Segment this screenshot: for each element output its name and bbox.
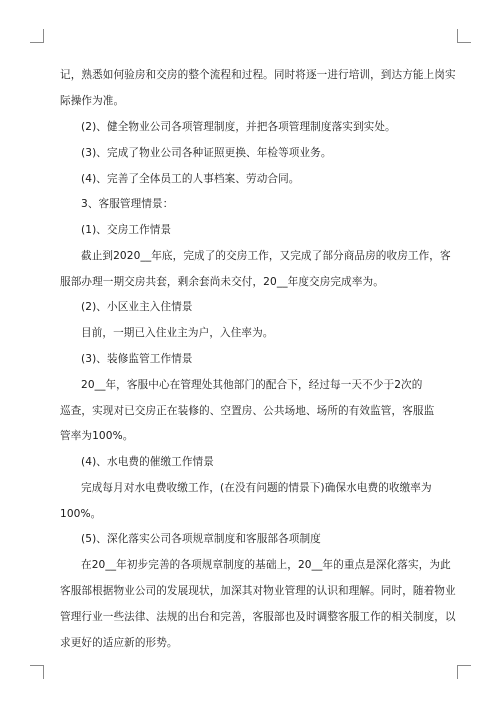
text-line: 目前，一期已入住业主为户，入住率为。 — [81, 327, 274, 339]
crop-mark-bottom-left — [30, 665, 44, 679]
text-line: 20__年，客服中心在管理处其他部门的配合下，经过每一天不少于2次的 — [81, 379, 423, 391]
text-line: 际操作为准。 — [60, 95, 125, 107]
text-line: (4)、完善了全体员工的人事档案、劳动合同。 — [81, 173, 300, 185]
text-line: 完成每月对水电费收缴工作，(在没有问题的情景下)确保水电费的收缴率为 — [81, 482, 432, 494]
crop-mark-top-left — [30, 29, 44, 43]
text-line: 求更好的适应新的形势。 — [60, 637, 178, 649]
text-line: 100%。 — [60, 508, 102, 520]
subsection-heading: (5)、深化落实公司各项规章制度和客服部各项制度 — [81, 533, 321, 545]
subsection-heading: (4)、水电费的催缴工作情景 — [81, 456, 214, 468]
text-line: 记，熟悉如何验房和交房的整个流程和过程。同时将逐一进行培训，到达方能上岗实 — [60, 69, 456, 81]
text-line: 服部办理一期交房共套，剩余套尚未交付，20__年度交房完成率为。 — [60, 276, 384, 288]
text-line: 管理行业一些法律、法规的出台和完善，客服部也及时调整客服工作的相关制度，以 — [60, 611, 456, 623]
crop-mark-top-right — [457, 29, 471, 43]
subsection-heading: (3)、装修监管工作情景 — [81, 353, 193, 365]
subsection-heading: (1)、交房工作情景 — [81, 224, 172, 236]
text-line: (3)、完成了物业公司各种证照更换、年检等项业务。 — [81, 147, 332, 159]
text-line: 在20__年初步完善的各项规章制度的基础上，20__年的重点是深化落实，为此 — [81, 559, 451, 571]
text-line: 截止到2020__年底，完成了的交房工作，又完成了部分商品房的收房工作，客 — [81, 250, 451, 262]
subsection-heading: (2)、小区业主入住情景 — [81, 301, 193, 313]
section-heading: 3、客服管理情景： — [81, 198, 174, 210]
crop-mark-bottom-right — [457, 665, 471, 679]
text-line: 管率为100%。 — [60, 430, 134, 442]
text-line: (2)、健全物业公司各项管理制度，并把各项管理制度落实到实处。 — [81, 121, 396, 133]
text-line: 巡查，实现对已交房正在装修的、空置房、公共场地、场所的有效监管，客服监 — [60, 405, 435, 417]
text-line: 客服部根据物业公司的发展现状，加深其对物业管理的认识和理解。同时，随着物业 — [60, 585, 456, 597]
